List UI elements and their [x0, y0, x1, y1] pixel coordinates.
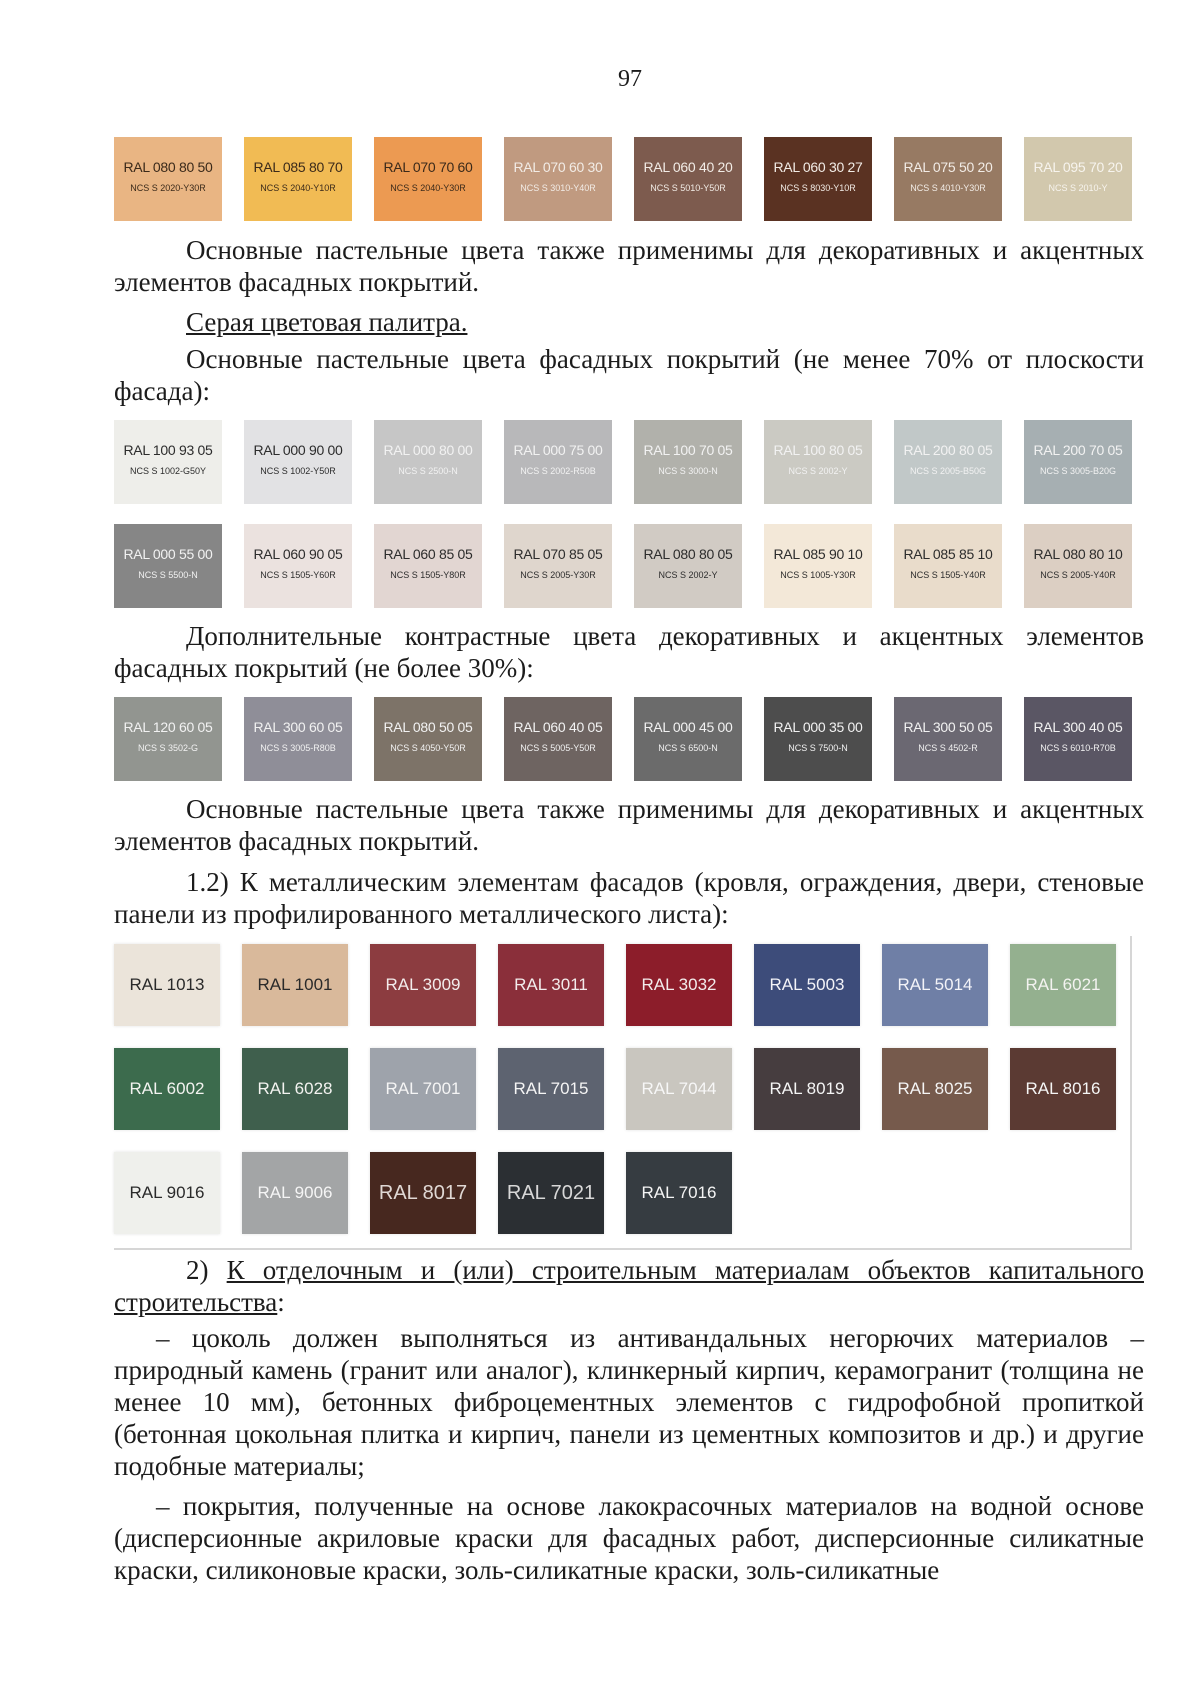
ral-code: RAL 000 80 00: [383, 442, 473, 458]
color-swatch: [244, 697, 352, 781]
metal-color-swatch: RAL 8019: [754, 1048, 860, 1130]
color-swatch: [114, 697, 222, 781]
color-swatch: [764, 137, 872, 221]
metal-color-swatch: RAL 5014: [882, 944, 988, 1026]
ncs-code: NCS S 5010-Y50R: [650, 183, 726, 193]
ncs-code: NCS S 2002-Y: [658, 570, 718, 580]
ral-code: RAL 085 80 70: [253, 159, 343, 175]
ncs-code: NCS S 3010-Y40R: [520, 183, 596, 193]
ral-code: RAL 080 80 05: [643, 546, 733, 562]
paragraph-text: Основные пастельные цвета также применимы для декоративных и акцентных элементов фасадных покрытий.: [114, 235, 1144, 297]
metal-color-swatch: RAL 7001: [370, 1048, 476, 1130]
metal-color-swatch: RAL 3009: [370, 944, 476, 1026]
heading-text: Серая цветовая палитра.: [186, 307, 468, 337]
ncs-code: NCS S 1505-Y60R: [260, 570, 336, 580]
color-swatch: [374, 420, 482, 504]
ral-code: RAL 080 80 50: [123, 159, 213, 175]
ral-code: RAL 100 80 05: [773, 442, 863, 458]
color-swatch: [634, 137, 742, 221]
ncs-code: NCS S 3005-B20G: [1039, 466, 1117, 476]
ncs-code: NCS S 6500-N: [658, 743, 718, 753]
ncs-code: NCS S 2040-Y30R: [390, 183, 466, 193]
section-title: К отделочным и (или) строительным материалам объектов капитального строительства: [114, 1255, 1144, 1317]
metal-color-swatch: RAL 8017: [370, 1152, 476, 1234]
ral-code: RAL 070 85 05: [513, 546, 603, 562]
color-swatch: [114, 524, 222, 608]
ral-code: RAL 000 90 00: [253, 442, 343, 458]
ral-code: RAL 080 50 05: [383, 719, 473, 735]
ncs-code: NCS S 3005-R80B: [260, 743, 336, 753]
metal-color-swatch: RAL 8025: [882, 1048, 988, 1130]
ral-code: RAL 060 40 20: [643, 159, 733, 175]
ral-code: RAL 060 30 27: [773, 159, 863, 175]
metal-color-swatch: RAL 1013: [114, 944, 220, 1026]
metal-color-swatch: RAL 8016: [1010, 1048, 1116, 1130]
color-swatch: [894, 524, 1002, 608]
ral-code: RAL 060 85 05: [383, 546, 473, 562]
ral-code: RAL 060 40 05: [513, 719, 603, 735]
ncs-code: NCS S 2040-Y10R: [260, 183, 336, 193]
color-swatch: [894, 697, 1002, 781]
ral-code: RAL 075 50 20: [903, 159, 993, 175]
bullet-text: – покрытия, полученные на основе лакокрасочных материалов на водной основе (дисперсионные акриловые краски для фасадных работ, дисперсионные силикатные краски, силиконовые краски, золь-силикатные краски, золь-силикатные: [114, 1491, 1144, 1585]
color-swatch: [374, 697, 482, 781]
color-swatch: [504, 420, 612, 504]
ral-code: RAL 070 60 30: [513, 159, 603, 175]
metal-color-swatch: RAL 7021: [498, 1152, 604, 1234]
metal-color-swatch: RAL 7044: [626, 1048, 732, 1130]
bullet-item-coatings: [114, 1490, 1144, 1586]
color-swatch: [764, 420, 872, 504]
ncs-code: NCS S 4010-Y30R: [910, 183, 986, 193]
ral-code: RAL 085 90 10: [773, 546, 863, 562]
bullet-text: – цоколь должен выполняться из антивандальных негорючих материалов – природный камень (гранит или аналог), клинкерный кирпич, керамогранит (толщина не менее 10 мм), бетонных фиброцементных элементов с гидрофобной пропиткой (бетонная цокольная плитка и кирпич, панели из цементных композитов и др.) и другие подобные материалы;: [114, 1323, 1144, 1481]
color-swatch: [894, 420, 1002, 504]
ncs-code: NCS S 1002-G50Y: [129, 466, 207, 476]
ncs-code: NCS S 2020-Y30R: [130, 183, 206, 193]
metal-color-swatch: RAL 9016: [114, 1152, 220, 1234]
section-2-heading: [114, 1254, 1144, 1318]
color-swatch: [764, 697, 872, 781]
metal-color-swatch: RAL 9006: [242, 1152, 348, 1234]
paragraph-pastel-accent-1: [114, 234, 1144, 298]
ral-code: RAL 300 40 05: [1033, 719, 1123, 735]
color-swatch: [764, 524, 872, 608]
color-swatch: [114, 420, 222, 504]
ncs-code: NCS S 5005-Y50R: [520, 743, 596, 753]
ncs-code: NCS S 5500-N: [138, 570, 198, 580]
metal-color-swatch: RAL 6028: [242, 1048, 348, 1130]
ral-code: RAL 070 70 60: [383, 159, 473, 175]
ncs-code: NCS S 2002-Y: [788, 466, 848, 476]
paragraph-text: Основные пастельные цвета также применимы для декоративных и акцентных элементов фасадных покрытий.: [114, 794, 1144, 856]
color-swatch: [374, 137, 482, 221]
paragraph-text: Дополнительные контрастные цвета декоративных и акцентных элементов фасадных покрытий (не более 30%):: [114, 621, 1144, 683]
color-swatch: [244, 420, 352, 504]
metal-color-swatch: RAL 7015: [498, 1048, 604, 1130]
metal-color-swatch: RAL 7016: [626, 1152, 732, 1234]
metal-color-swatch: RAL 3032: [626, 944, 732, 1026]
color-swatch: [634, 697, 742, 781]
ncs-code: NCS S 2005-Y40R: [1040, 570, 1116, 580]
ncs-code: NCS S 6010-R70B: [1040, 743, 1116, 753]
paragraph-pastel-accent-2: [114, 793, 1144, 857]
contrast-intro: [114, 620, 1144, 684]
bullet-item-plinth: [114, 1322, 1144, 1482]
ral-code: RAL 200 70 05: [1033, 442, 1123, 458]
color-swatch: [634, 524, 742, 608]
color-swatch: [244, 524, 352, 608]
ncs-code: NCS S 2005-Y30R: [520, 570, 596, 580]
metal-color-swatch: RAL 3011: [498, 944, 604, 1026]
ncs-code: NCS S 4502-R: [918, 743, 978, 753]
metal-colors-grid: [114, 936, 1132, 1250]
grey-pastel-intro: [114, 343, 1144, 407]
paragraph-text: 1.2) К металлическим элементам фасадов (кровля, ограждения, двери, стеновые панели из профилированного металлического листа):: [114, 867, 1144, 929]
ral-code: RAL 300 60 05: [253, 719, 343, 735]
ral-code: RAL 100 93 05: [123, 442, 213, 458]
color-swatch: [1024, 420, 1132, 504]
ral-code: RAL 300 50 05: [903, 719, 993, 735]
metal-color-swatch: RAL 6021: [1010, 944, 1116, 1026]
ncs-code: NCS S 2500-N: [398, 466, 458, 476]
ncs-code: NCS S 8030-Y10R: [780, 183, 856, 193]
ncs-code: NCS S 1002-Y50R: [260, 466, 336, 476]
grey-palette-heading: [114, 306, 1144, 338]
metal-intro: [114, 866, 1144, 930]
ral-code: RAL 080 80 10: [1033, 546, 1123, 562]
color-swatch: [374, 524, 482, 608]
color-swatch: [244, 137, 352, 221]
color-swatch: [114, 137, 222, 221]
ral-code: RAL 200 80 05: [903, 442, 993, 458]
color-swatch: [1024, 137, 1132, 221]
ncs-code: NCS S 3000-N: [658, 466, 718, 476]
ncs-code: NCS S 2002-R50B: [520, 466, 596, 476]
ncs-code: NCS S 4050-Y50R: [390, 743, 466, 753]
color-swatch: [504, 697, 612, 781]
section-number: 2): [186, 1255, 227, 1285]
ncs-code: NCS S 2005-B50G: [909, 466, 987, 476]
color-swatch: [1024, 697, 1132, 781]
ral-code: RAL 000 55 00: [123, 546, 213, 562]
ral-code: RAL 120 60 05: [123, 719, 213, 735]
metal-color-swatch: RAL 1001: [242, 944, 348, 1026]
ral-code: RAL 085 85 10: [903, 546, 993, 562]
color-swatch: [894, 137, 1002, 221]
ncs-code: NCS S 7500-N: [788, 743, 848, 753]
color-swatch: [504, 524, 612, 608]
ral-code: RAL 000 35 00: [773, 719, 863, 735]
ral-code: RAL 000 75 00: [513, 442, 603, 458]
ncs-code: NCS S 2010-Y: [1048, 183, 1108, 193]
ncs-code: NCS S 1505-Y40R: [910, 570, 986, 580]
color-swatch: [504, 137, 612, 221]
ncs-code: NCS S 1005-Y30R: [780, 570, 856, 580]
section-colon: :: [277, 1287, 285, 1317]
ral-code: RAL 060 90 05: [253, 546, 343, 562]
ncs-code: NCS S 1505-Y80R: [390, 570, 466, 580]
color-swatch: [1024, 524, 1132, 608]
ncs-code: NCS S 3502-G: [137, 743, 199, 753]
ral-code: RAL 100 70 05: [643, 442, 733, 458]
color-swatch: [634, 420, 742, 504]
metal-color-swatch: RAL 6002: [114, 1048, 220, 1130]
ral-code: RAL 095 70 20: [1033, 159, 1123, 175]
ral-code: RAL 000 45 00: [643, 719, 733, 735]
paragraph-text: Основные пастельные цвета фасадных покрытий (не менее 70% от плоскости фасада):: [114, 344, 1144, 406]
metal-color-swatch: RAL 5003: [754, 944, 860, 1026]
page-number: 97: [618, 66, 642, 92]
